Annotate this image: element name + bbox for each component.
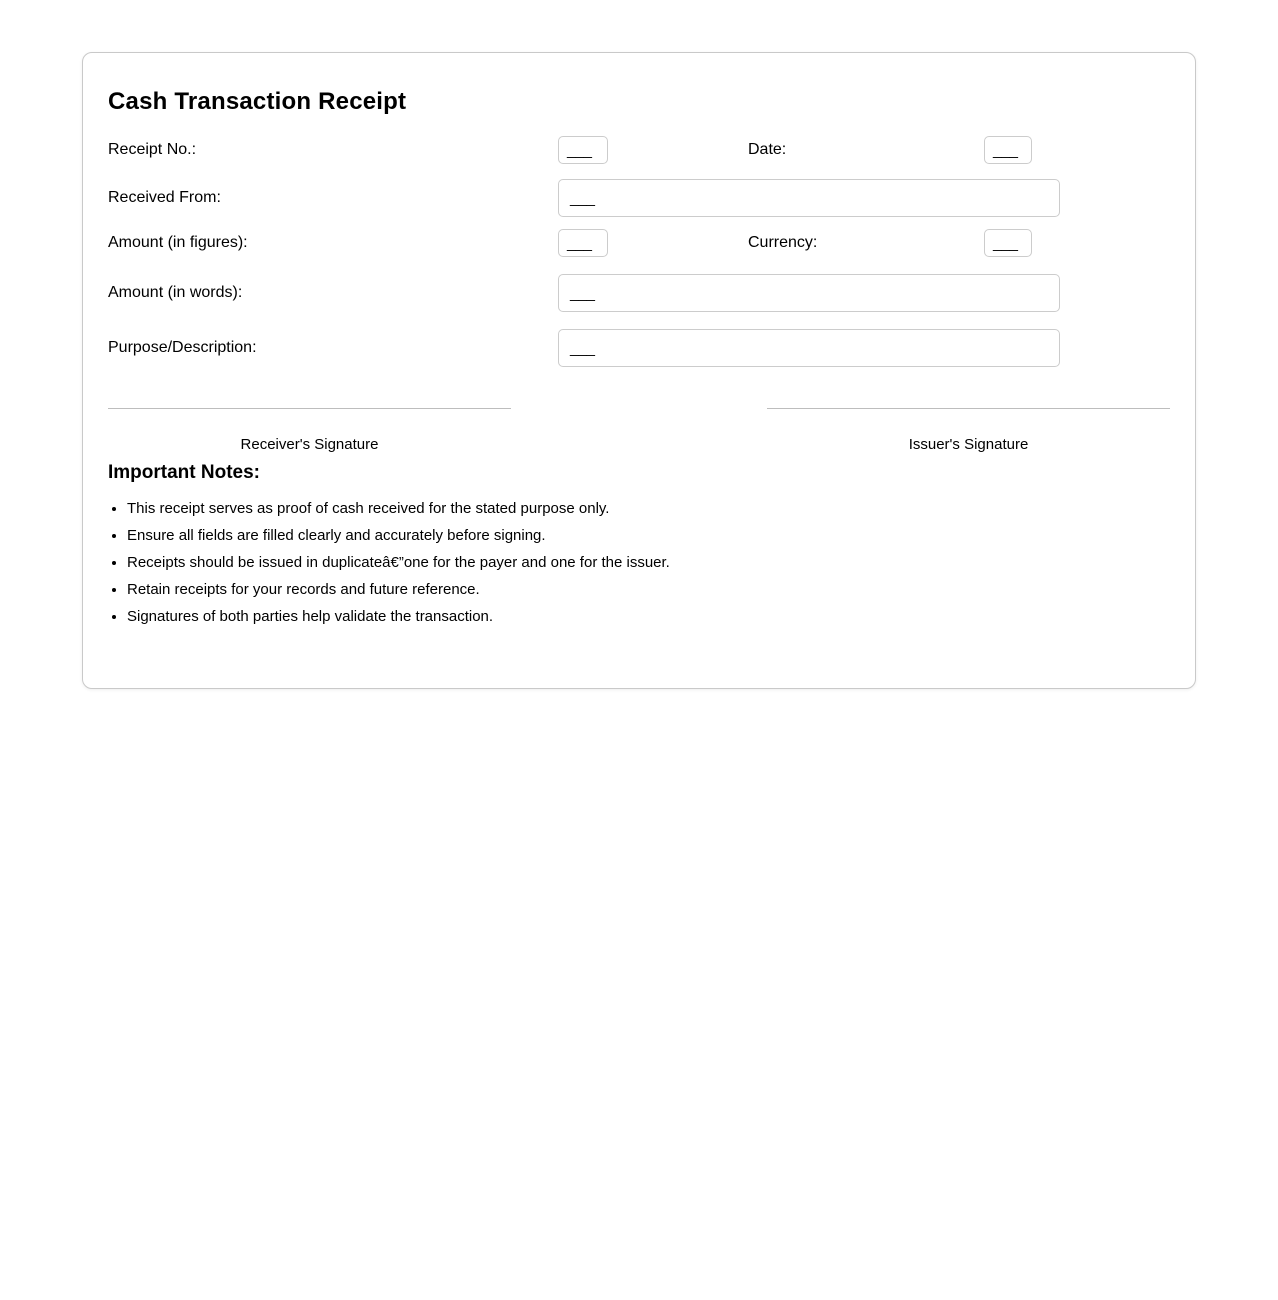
note-item: • Retain receipts for your records and future reference. [127, 581, 1170, 598]
amount-figures-value: ___ [567, 234, 593, 252]
receipt-no-input[interactable] [558, 136, 608, 164]
notes-heading: Important Notes: [108, 462, 260, 483]
date-value: ___ [993, 141, 1019, 159]
amount-figures-input[interactable] [558, 229, 608, 257]
receipt-card [82, 52, 1196, 689]
receiver-signature-label: Receiver's Signature [240, 436, 379, 453]
notes-list [108, 500, 1170, 625]
note-item: • Signatures of both parties help validate the transaction. [127, 608, 1170, 625]
receipt-no-value: ___ [567, 141, 593, 159]
receipt-form [108, 136, 1170, 367]
currency-input[interactable] [984, 229, 1032, 257]
purpose-value: ___ [570, 339, 596, 357]
page-title: Cash Transaction Receipt [108, 88, 407, 115]
row-purpose [108, 329, 1170, 367]
row-amount-words [108, 274, 1170, 312]
currency-label: Currency: [748, 234, 818, 251]
amount-figures-label: Amount (in figures): [108, 234, 248, 251]
receipt-no-label: Receipt No.: [108, 141, 197, 158]
received-from-input[interactable] [558, 179, 1060, 217]
issuer-signature-label: Issuer's Signature [908, 436, 1029, 453]
purpose-input[interactable] [558, 329, 1060, 367]
row-amount-currency [108, 229, 1170, 257]
signature-section [108, 408, 1170, 454]
note-item: • Ensure all fields are filled clearly and accurately before signing. [127, 527, 1170, 544]
note-item: • Receipts should be issued in duplicateâ€”one for the payer and one for the issuer. [127, 554, 1170, 571]
amount-words-input[interactable] [558, 274, 1060, 312]
issuer-signature-line [767, 408, 1170, 454]
receiver-signature-line [108, 408, 511, 454]
received-from-label: Received From: [108, 189, 221, 206]
received-from-value: ___ [570, 189, 596, 207]
row-received-from [108, 179, 1170, 217]
date-input[interactable] [984, 136, 1032, 164]
currency-value: ___ [993, 234, 1019, 252]
note-item: • This receipt serves as proof of cash received for the stated purpose only. [127, 500, 1170, 517]
purpose-label: Purpose/Description: [108, 339, 257, 356]
date-label: Date: [748, 141, 787, 158]
row-receipt-no-date [108, 136, 1170, 164]
amount-words-value: ___ [570, 284, 596, 302]
amount-words-label: Amount (in words): [108, 284, 243, 301]
